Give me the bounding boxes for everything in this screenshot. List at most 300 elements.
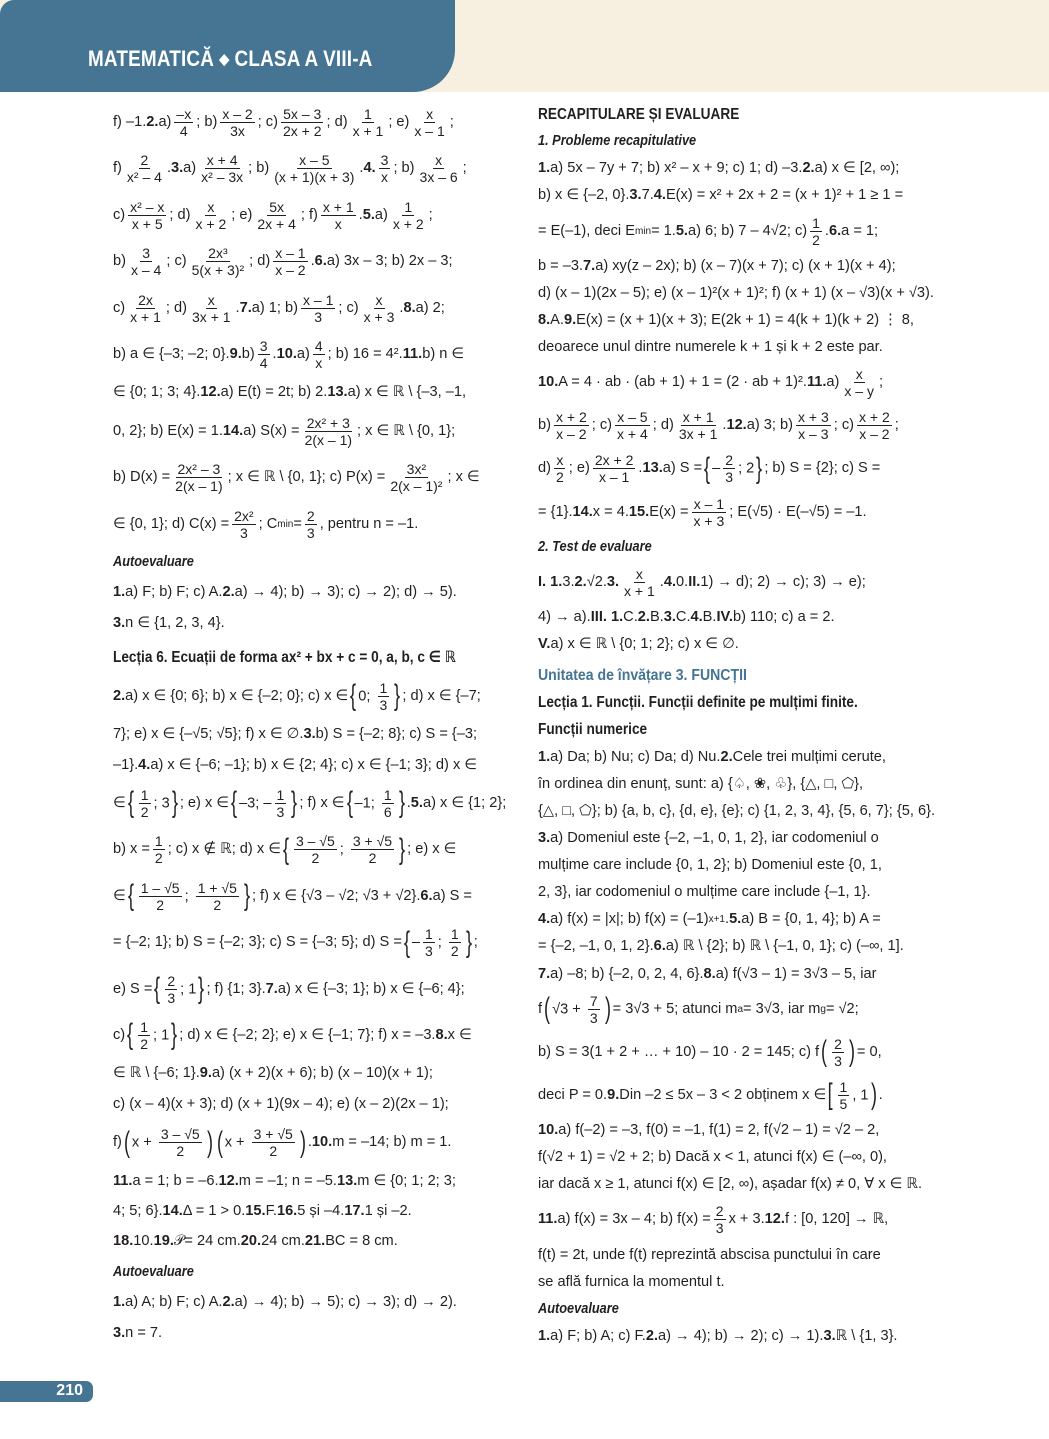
- answer-line: [538, 694, 940, 711]
- text-run: ;: [473, 934, 478, 951]
- fraction: [232, 508, 255, 541]
- fraction: [273, 245, 307, 278]
- answer-line: [113, 615, 515, 632]
- group-content: [712, 452, 754, 485]
- fraction-denominator: x + 3: [363, 308, 395, 325]
- text-run: b): [538, 417, 551, 434]
- exercise-number: 10.: [276, 346, 297, 363]
- fraction-denominator: 4: [179, 123, 188, 139]
- answer-line: [113, 1065, 515, 1082]
- text-run: se află furnica la momentul t.: [538, 1273, 725, 1290]
- exercise-number: 1.: [538, 1327, 551, 1344]
- fraction-numerator: 2: [140, 152, 149, 169]
- fraction-denominator: x + 1: [130, 308, 161, 325]
- exercise-number: 3.: [113, 1324, 126, 1341]
- answer-line: [538, 1301, 940, 1318]
- text-run: C.: [623, 608, 638, 625]
- exercise-number: IV.: [716, 608, 733, 625]
- fraction: [351, 106, 386, 139]
- fraction: [714, 1203, 726, 1236]
- fraction: [159, 1126, 202, 1159]
- text-run: ; d): [249, 253, 271, 270]
- text-run: a) → 4); b) → 3); c) → 2); d) → 5).: [234, 584, 457, 601]
- answer-line: [113, 1264, 515, 1281]
- text-run: b) x ∈ {–2, 0}.: [538, 187, 630, 204]
- text-run: 3.: [562, 573, 575, 590]
- text-run: deci P = 0.: [538, 1086, 608, 1103]
- text-run: 4) → a).: [538, 608, 591, 625]
- fraction-numerator: x² – x: [130, 198, 165, 215]
- fraction: [305, 508, 317, 541]
- text-run: A.: [550, 311, 564, 328]
- text-run: 0, 2}; b) E(x) = 1.: [113, 422, 223, 439]
- text-run: , pentru n = –1.: [319, 515, 419, 532]
- fraction-numerator: –x: [176, 106, 192, 122]
- subscript: min: [277, 518, 294, 530]
- answer-line: [113, 833, 515, 866]
- fraction-denominator: 3: [834, 1052, 842, 1069]
- exercise-number: 5.: [729, 911, 742, 928]
- text-run: x ∈: [447, 1026, 472, 1043]
- text-run: iar dacă x ≥ 1, atunci f(x) ∈ [2, ∞), așadar f(x) ≠ 0, ∀ x ∈ ℝ.: [538, 1176, 923, 1193]
- fraction-numerator: 1: [383, 786, 392, 803]
- fraction-numerator: x – 2: [222, 106, 253, 122]
- text-run: x +: [131, 1134, 156, 1151]
- fraction-numerator: x: [207, 198, 215, 215]
- text-run: B.: [649, 608, 664, 625]
- text-run: a) x ∈ {–3; 1}; b) x ∈ {–6; 4};: [277, 980, 465, 997]
- exercise-number: 5.: [675, 222, 688, 239]
- group-content: [136, 787, 170, 820]
- fraction-denominator: 2(x – 1): [175, 478, 223, 495]
- text-run: = √2;: [825, 1000, 859, 1017]
- fraction-numerator: 2: [715, 1203, 724, 1220]
- parenthesized-group: [122, 1126, 215, 1159]
- right-brace: }: [243, 879, 250, 913]
- text-run: ;: [437, 934, 446, 951]
- fraction-denominator: x + 4: [617, 426, 648, 443]
- text-run: a): [296, 346, 310, 363]
- text-run: –: [712, 460, 721, 477]
- text-run: a) → 4); b) → 2); c) → 1).: [658, 1327, 824, 1344]
- set-braces: [348, 680, 402, 713]
- fraction-numerator: x + 1: [322, 198, 354, 215]
- exercise-number: 2.: [720, 748, 733, 765]
- answer-line: [538, 409, 940, 442]
- text-run: f: [538, 1000, 543, 1017]
- text-run: mulțime care include {0, 1, 2}; b) Domeniul este {0, 1,: [538, 857, 882, 873]
- exercise-number: 2.: [222, 584, 235, 601]
- text-run: x + 3.: [728, 1211, 765, 1228]
- fraction: [412, 106, 446, 139]
- fraction-denominator: 3x: [230, 123, 245, 139]
- text-run: b) n ∈: [422, 346, 465, 363]
- fraction: [165, 973, 177, 1006]
- answer-line: [538, 803, 940, 820]
- text-run: ∈ {0; 1; 3; 4}.: [113, 384, 201, 401]
- text-run: a = 1;: [841, 222, 879, 239]
- exercise-number: 4.: [663, 573, 677, 590]
- section-heading: Lecția 6. Ecuații de forma ax² + bx + c = 0, a, b, c ∈ ℝ: [113, 649, 456, 667]
- exercise-number: 10.: [311, 1134, 333, 1151]
- text-run: a): [374, 206, 388, 223]
- set-braces: [702, 452, 764, 485]
- fraction-denominator: 5(x + 3)²: [191, 262, 245, 279]
- set-braces: [126, 787, 180, 820]
- exercise-number: 2.: [802, 160, 815, 177]
- text-run: .: [725, 911, 730, 928]
- left-brace: {: [282, 832, 289, 866]
- exercise-number: 3.: [113, 614, 126, 631]
- fraction: [615, 409, 650, 442]
- fraction: [588, 993, 600, 1026]
- fraction-denominator: x – 2: [859, 426, 890, 443]
- exercise-number: 1.: [113, 1294, 126, 1311]
- exercise-number: 9.: [563, 311, 577, 328]
- fraction-numerator: 7: [589, 992, 598, 1009]
- text-run: ; e) x ∈: [407, 841, 457, 858]
- fraction: [622, 566, 657, 599]
- fraction-numerator: x + 4: [206, 152, 238, 169]
- group-content: [829, 1036, 847, 1069]
- fraction-denominator: 3: [725, 469, 734, 486]
- answer-line: [113, 415, 515, 448]
- text-run: a) x ∈ [2, ∞);: [814, 160, 900, 177]
- exercise-number: 8.: [403, 299, 416, 316]
- text-run: a = 1; b = –6.: [132, 1172, 219, 1189]
- exercise-number: 11.: [538, 1211, 558, 1228]
- answer-line: [538, 830, 940, 847]
- answer-line: [538, 911, 940, 928]
- set-braces: [152, 973, 206, 1006]
- text-run: a) 5x – 7y + 7; b) x² – x + 9; c) 1; d) –3.: [550, 160, 803, 177]
- text-run: b) S = {–2; 8}; c) S = {–3;: [315, 726, 478, 743]
- fraction-denominator: 3: [589, 1009, 598, 1026]
- exercise-number: 10.: [538, 1122, 559, 1138]
- text-run: = E(–1), deci E: [538, 222, 635, 239]
- exercise-number: 6.: [314, 253, 327, 270]
- exercise-number: 9.: [199, 1065, 212, 1082]
- answer-line: [538, 857, 940, 874]
- text-run: a) Da; b) Nu; c) Da; d) Nu.: [550, 748, 721, 765]
- exercise-number: 5.: [362, 206, 375, 223]
- exercise-number: 6.: [420, 887, 433, 904]
- text-run: .: [359, 160, 364, 177]
- text-run: în ordinea din enunț, sunt: a) {♤, ❀, ♧}, {△, □, ⬠},: [538, 775, 864, 792]
- answer-line: [113, 726, 515, 743]
- right-paren: ): [848, 1035, 855, 1069]
- left-paren: (: [216, 1125, 223, 1159]
- answer-line: [113, 1019, 515, 1052]
- text-run: a): [826, 374, 840, 391]
- subsection-heading: Autoevaluare: [113, 554, 194, 571]
- text-run: a) S =: [662, 460, 703, 477]
- text-run: .: [307, 1134, 312, 1151]
- exercise-number: 7.: [265, 980, 278, 997]
- fraction-denominator: 2: [140, 1035, 148, 1052]
- exercise-number: 1.: [538, 160, 551, 177]
- page-number-badge: [0, 1381, 93, 1402]
- text-run: ; f) x ∈: [299, 794, 345, 811]
- text-run: 0;: [358, 688, 375, 705]
- fraction-numerator: 2x: [138, 291, 153, 308]
- exercise-number: 4.: [363, 160, 376, 177]
- answer-line: [538, 749, 940, 766]
- text-run: –: [411, 934, 420, 951]
- answer-line: [538, 609, 940, 626]
- text-run: ; c): [833, 417, 855, 434]
- answer-line: [113, 1126, 515, 1159]
- text-run: ∈ ℝ \ {–6; 1}.: [113, 1065, 200, 1082]
- fraction: [379, 152, 391, 185]
- fraction: [692, 496, 727, 529]
- answer-line: [538, 1328, 940, 1345]
- text-run: c): [113, 299, 126, 316]
- text-run: ; 3: [153, 795, 170, 812]
- subscript: min: [634, 225, 652, 237]
- answer-line: [113, 680, 515, 713]
- right-paren: ): [604, 992, 611, 1026]
- left-brace: {: [350, 679, 357, 713]
- fraction-numerator: 3: [259, 338, 268, 355]
- answer-line: [538, 1274, 940, 1291]
- exercise-number: 1.: [538, 748, 551, 765]
- exercise-number: 7.: [538, 965, 551, 982]
- text-run: ; b): [393, 160, 415, 177]
- fraction-numerator: 1: [379, 679, 388, 696]
- text-run: a) Domeniul este {–2, –1, 0, 1, 2}, iar codomeniul o: [550, 829, 879, 846]
- text-run: ℝ \ {1, 3}.: [835, 1327, 898, 1344]
- text-run: d) (x – 1)(2x – 5); e) (x – 1)²(x + 1)²; f) (x + 1) (x – √3)(x + √3).: [538, 284, 934, 301]
- text-run: E(x) = (x + 1)(x + 3); E(2k + 1) = 4(k + 1)(k + 2) ⋮ 8,: [576, 311, 914, 328]
- fraction-numerator: x + 2: [859, 409, 890, 426]
- group-content: [135, 1019, 169, 1052]
- text-run: ; b) S = {2}; c) S =: [764, 460, 881, 477]
- fraction: [391, 199, 426, 232]
- fraction-numerator: x: [426, 106, 434, 122]
- answer-line: [538, 1149, 940, 1166]
- answer-line: [113, 1096, 515, 1113]
- fraction: [796, 409, 831, 442]
- fraction-numerator: 3 + √5: [253, 1126, 293, 1143]
- parenthesized-group: [542, 993, 613, 1026]
- fraction-denominator: x + 1: [352, 123, 384, 139]
- text-run: 𝒫= 24 cm.: [173, 1233, 241, 1250]
- text-run: a) F; b) A; c) F.: [550, 1327, 646, 1344]
- text-run: ; b) 16 = 4².: [327, 346, 403, 363]
- right-paren: ): [299, 1125, 306, 1159]
- text-run: = {–2, –1, 0, 1, 2}.: [538, 938, 654, 955]
- exercise-number: 16.: [276, 1202, 298, 1219]
- fraction-denominator: 3: [306, 524, 315, 541]
- fraction: [272, 152, 356, 185]
- fraction-denominator: 2: [156, 896, 165, 913]
- text-run: b): [241, 346, 255, 363]
- answer-line: [113, 338, 515, 371]
- fraction-numerator: x – 1: [303, 291, 334, 308]
- exercise-number: 19.: [153, 1233, 174, 1250]
- text-run: 7.: [641, 187, 654, 204]
- subscript: g: [820, 1003, 826, 1015]
- text-run: ; e): [568, 460, 590, 477]
- text-run: f : [0, 120] → ℝ,: [784, 1211, 889, 1228]
- exercise-number: 3.: [606, 573, 620, 590]
- text-run: a) x ∈ {–6; –1}; b) x ∈ {2; 4}; c) x ∈ {–1; 3}; d) x ∈: [150, 756, 478, 773]
- text-run: = {1}.: [538, 503, 573, 520]
- fraction-numerator: 4: [314, 338, 323, 355]
- fraction-numerator: 1 + √5: [197, 879, 237, 896]
- text-run: x = 4.: [592, 503, 629, 520]
- right-brace: }: [465, 925, 472, 959]
- fraction-denominator: x – 3: [798, 426, 829, 443]
- fraction-numerator: 1: [364, 106, 372, 122]
- group-content: [239, 787, 289, 820]
- text-run: ;: [894, 417, 899, 434]
- text-run: ; e): [388, 114, 410, 130]
- diamond-icon: ◆: [219, 51, 230, 68]
- fraction-numerator: 2: [167, 972, 176, 989]
- fraction-numerator: 1: [812, 214, 820, 231]
- exercise-number: 21.: [304, 1233, 326, 1250]
- fraction-numerator: x – 1: [275, 245, 306, 262]
- fraction-denominator: 3: [425, 943, 433, 960]
- left-paren: (: [123, 1125, 130, 1159]
- text-run: 0.: [676, 573, 689, 590]
- text-run: f): [113, 160, 122, 177]
- text-run: √2.: [586, 573, 607, 590]
- answer-line: [113, 584, 515, 601]
- answer-line: [113, 508, 515, 541]
- set-braces: [126, 880, 252, 913]
- fraction-numerator: 2x² – 3: [177, 461, 221, 478]
- text-run: b) S = 3(1 + 2 + … + 10) – 10 · 2 = 145; c) f: [538, 1043, 820, 1060]
- answer-line: [113, 384, 515, 401]
- fraction: [129, 245, 163, 278]
- fraction: [313, 338, 325, 371]
- fraction-denominator: x² – 4: [126, 169, 162, 186]
- exercise-number: 14.: [572, 503, 593, 520]
- text-run: m ∈ {0; 1; 2; 3;: [357, 1172, 456, 1189]
- fraction-denominator: 2: [140, 803, 149, 820]
- text-run: ; c): [166, 253, 187, 270]
- answer-line: [538, 496, 940, 529]
- section-heading: Lecția 1. Funcții. Funcții definite pe mulțimi finite.: [538, 694, 858, 712]
- fraction-numerator: x: [635, 565, 643, 582]
- text-run: √3 +: [552, 1000, 585, 1017]
- exercise-number: 2.: [574, 573, 587, 590]
- fraction-denominator: 3: [715, 1220, 724, 1237]
- exercise-number: III. 1.: [590, 608, 624, 625]
- text-run: a): [158, 114, 172, 130]
- fraction: [125, 152, 164, 185]
- text-run: a) ℝ \ {2}; b) ℝ \ {–1, 0, 1}; c) (–∞, 1].: [665, 938, 904, 955]
- answer-line: [538, 1203, 940, 1236]
- fraction-numerator: 2x³: [208, 245, 228, 262]
- exercise-number: 4.: [138, 756, 151, 773]
- answer-line: [538, 1176, 940, 1193]
- exercise-number: 8.: [703, 965, 716, 982]
- text-run: –1}.: [113, 756, 139, 773]
- text-run: 7}; e) x ∈ {–√5; √5}; f) x ∈ ∅.: [113, 726, 304, 743]
- text-run: ;: [462, 160, 467, 177]
- set-braces: [281, 833, 407, 866]
- fraction-denominator: 2: [450, 943, 459, 960]
- text-run: ; c): [257, 114, 278, 130]
- superscript: x+1: [708, 914, 725, 926]
- exercise-number: 12.: [764, 1211, 785, 1228]
- answer-line: [113, 1203, 515, 1220]
- fraction-numerator: 2x + 2: [594, 452, 634, 469]
- exercise-number: 3.: [663, 608, 676, 625]
- fraction: [173, 461, 224, 494]
- fraction-numerator: 2: [306, 507, 315, 524]
- answer-line: [538, 1122, 940, 1139]
- fraction-denominator: x: [315, 355, 323, 372]
- fraction: [258, 338, 270, 371]
- text-run: f): [113, 1134, 122, 1151]
- text-run: ; 1: [180, 980, 197, 997]
- set-braces: [345, 787, 407, 820]
- group-content: [225, 1126, 298, 1159]
- text-run: .: [272, 346, 277, 363]
- text-run: a) F; b) F; c) A.: [125, 584, 223, 601]
- text-run: E(x) =: [649, 503, 689, 520]
- fraction-denominator: 2: [213, 896, 222, 913]
- fraction-denominator: x + 5: [131, 215, 163, 232]
- text-run: ; d): [165, 299, 188, 316]
- text-run: a) 6; b) 7 – 4√2; c): [687, 222, 808, 239]
- exercise-number: 11.: [806, 374, 827, 391]
- text-run: f(t) = 2t, unde f(t) reprezintă abscisa punctului în care: [538, 1246, 881, 1263]
- text-run: b): [113, 253, 126, 270]
- text-run: 24 cm.: [261, 1233, 305, 1250]
- fraction: [723, 452, 735, 485]
- text-run: ∈: [113, 887, 126, 904]
- fraction: [190, 292, 233, 325]
- text-run: deoarece unul dintre numerele k + 1 și k + 2 este par.: [538, 339, 883, 355]
- text-run: x +: [224, 1134, 249, 1151]
- fraction-denominator: 2: [311, 850, 320, 867]
- fraction-numerator: 1: [404, 198, 413, 215]
- text-run: a) 3; b): [746, 417, 793, 434]
- fraction: [857, 409, 892, 442]
- exercise-number: 9.: [229, 346, 242, 363]
- answer-line: [538, 539, 940, 556]
- text-run: c): [113, 206, 126, 223]
- subsection-heading: 1. Probleme recapitulative: [538, 133, 697, 150]
- exercise-number: 12.: [218, 1172, 239, 1189]
- text-run: .: [235, 299, 240, 316]
- exercise-number: 7.: [583, 257, 596, 274]
- right-brace: }: [171, 1018, 178, 1052]
- left-brace: {: [704, 451, 711, 485]
- fraction: [281, 106, 324, 139]
- fraction-numerator: 2x² + 3: [306, 414, 350, 431]
- text-run: .: [358, 206, 363, 223]
- answer-line: [113, 1233, 515, 1250]
- text-run: B.: [702, 608, 717, 625]
- fraction: [294, 833, 337, 866]
- text-run: .: [824, 222, 829, 239]
- text-run: a) x ∈ {1; 2};: [422, 794, 507, 811]
- fraction-denominator: 2: [269, 1143, 278, 1160]
- text-run: ;: [184, 888, 193, 905]
- fraction: [554, 452, 566, 485]
- answer-line: [538, 160, 940, 177]
- fraction: [303, 415, 354, 448]
- fraction-numerator: 1: [276, 786, 285, 803]
- answer-line: [113, 152, 515, 185]
